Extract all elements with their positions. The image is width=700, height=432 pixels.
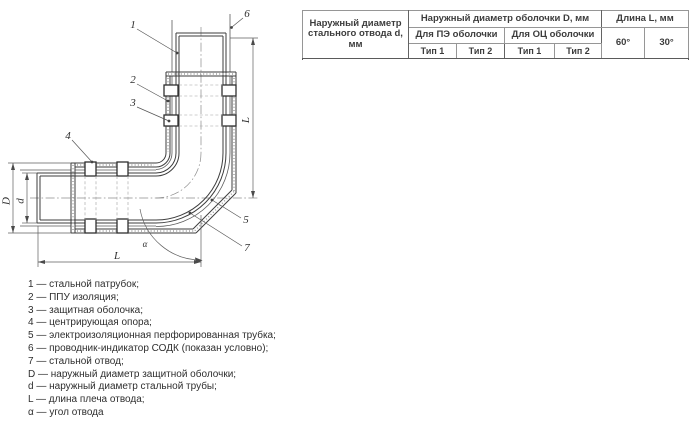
callout-7: 7 [244,242,250,254]
steel-pipe [37,33,226,223]
callout-dots [91,26,233,214]
header-pe-casing: Для ПЭ оболочки [409,28,505,44]
header-angle-30: 30° [645,28,689,59]
legend [28,279,276,420]
legend-item: D — наружный диаметр защитной оболочки; [28,368,237,380]
header-angle-60: 60° [602,28,645,59]
legend-item: 4 — центрирующая опора; [28,317,152,329]
callout-2: 2 [130,74,136,86]
spec-table [302,10,689,59]
legend-item: 6 — проводник-индикатор СОДК (показан условно); [28,342,269,354]
legend-item: 1 — стальной патрубок; [28,279,139,290]
legend-item: 2 — ППУ изоляция; [28,291,119,303]
sodk-wire [20,14,230,227]
header-pe-type2: Тип 2 [457,44,505,59]
callout-6: 6 [244,8,250,20]
header-pe-type1: Тип 1 [409,44,457,59]
callout-1: 1 [130,19,136,31]
legend-item: 3 — защитная оболочка; [28,304,143,316]
elbow-diagram [0,0,300,278]
header-casing-diameter: Наружный диаметр оболочки D, мм [409,11,602,28]
header-oc-type2: Тип 2 [555,44,602,59]
centering-support [85,85,236,233]
dim-L-vertical-label: L [240,116,252,124]
support-hidden-lines [85,85,223,220]
legend-item: 7 — стальной отвод; [28,355,124,367]
header-oc-casing: Для ОЦ оболочки [505,28,602,44]
dim-L-horizontal-label: L [113,250,121,262]
legend-item: 5 — электроизоляционная перфорированная трубка; [28,330,276,342]
dim-alpha-label: α [142,239,148,249]
header-steel-diameter: Наружный диаметр стального отвода d, мм [303,11,409,59]
legend-item: d — наружный диаметр стальной трубы; [28,381,217,393]
callout-5: 5 [243,214,249,226]
dim-D-label: D [0,197,13,205]
legend-item: L — длина плеча отвода; [28,394,145,406]
casing-stipple [73,74,234,231]
legend-item: α — угол отвода [28,406,104,418]
callout-4: 4 [65,130,71,142]
callout-3: 3 [130,97,136,109]
header-length: Длина L, мм [602,11,689,28]
header-oc-type1: Тип 1 [505,44,555,59]
dim-d-label: d [14,198,27,204]
